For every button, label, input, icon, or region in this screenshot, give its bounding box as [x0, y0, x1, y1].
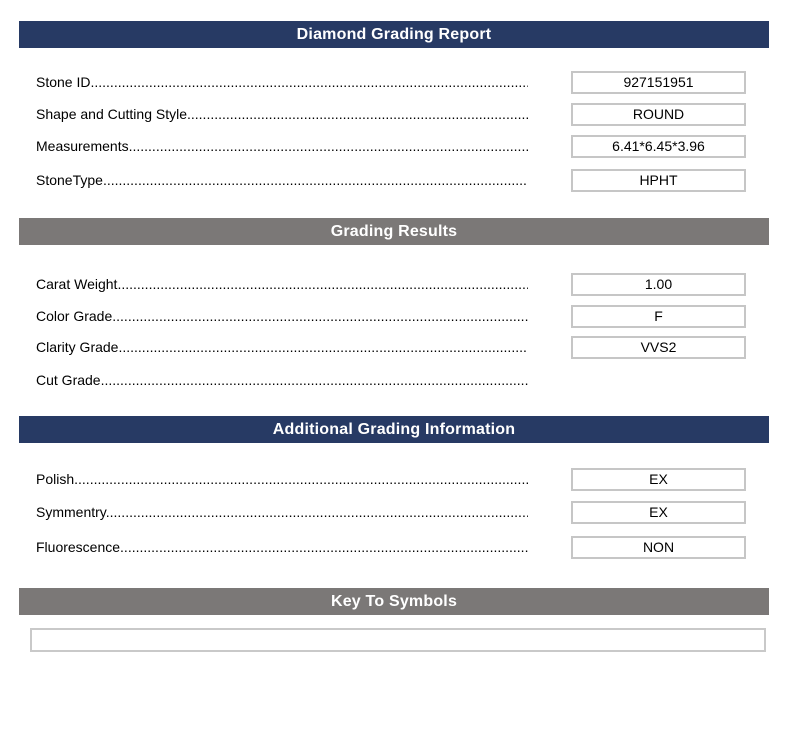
field-label-symmentry: Symmentry .....	[36, 503, 528, 522]
value-box-stone-id[interactable]: 927151951	[571, 71, 746, 94]
field-label-cut-grade: Cut Grade .....	[36, 371, 528, 390]
field-label-fluorescence: Fluorescence .....	[36, 538, 528, 557]
section-header-grading-results: Grading Results	[19, 218, 769, 245]
field-label-polish: Polish .....	[36, 470, 528, 489]
field-label-clarity-grade: Clarity Grade .....	[36, 338, 528, 357]
field-label-stone-type: StoneType .....	[36, 171, 528, 190]
value-box-stone-type[interactable]: HPHT	[571, 169, 746, 192]
value-box-shape-and-cutting-style[interactable]: ROUND	[571, 103, 746, 126]
field-label-carat-weight: Carat Weight .....	[36, 275, 528, 294]
key-to-symbols-box[interactable]	[30, 628, 766, 652]
value-box-symmentry[interactable]: EX	[571, 501, 746, 524]
value-box-color-grade[interactable]: F	[571, 305, 746, 328]
field-label-measurements: Measurements .....	[36, 137, 528, 156]
value-box-carat-weight[interactable]: 1.00	[571, 273, 746, 296]
field-label-stone-id: Stone ID .....	[36, 73, 528, 92]
value-box-clarity-grade[interactable]: VVS2	[571, 336, 746, 359]
section-header-key-to-symbols: Key To Symbols	[19, 588, 769, 615]
section-header-diamond-grading-report: Diamond Grading Report	[19, 21, 769, 48]
value-box-polish[interactable]: EX	[571, 468, 746, 491]
section-header-additional-grading-information: Additional Grading Information	[19, 416, 769, 443]
value-box-measurements[interactable]: 6.41*6.45*3.96	[571, 135, 746, 158]
field-label-color-grade: Color Grade .....	[36, 307, 528, 326]
value-box-fluorescence[interactable]: NON	[571, 536, 746, 559]
field-label-shape-and-cutting-style: Shape and Cutting Style .....	[36, 105, 528, 124]
